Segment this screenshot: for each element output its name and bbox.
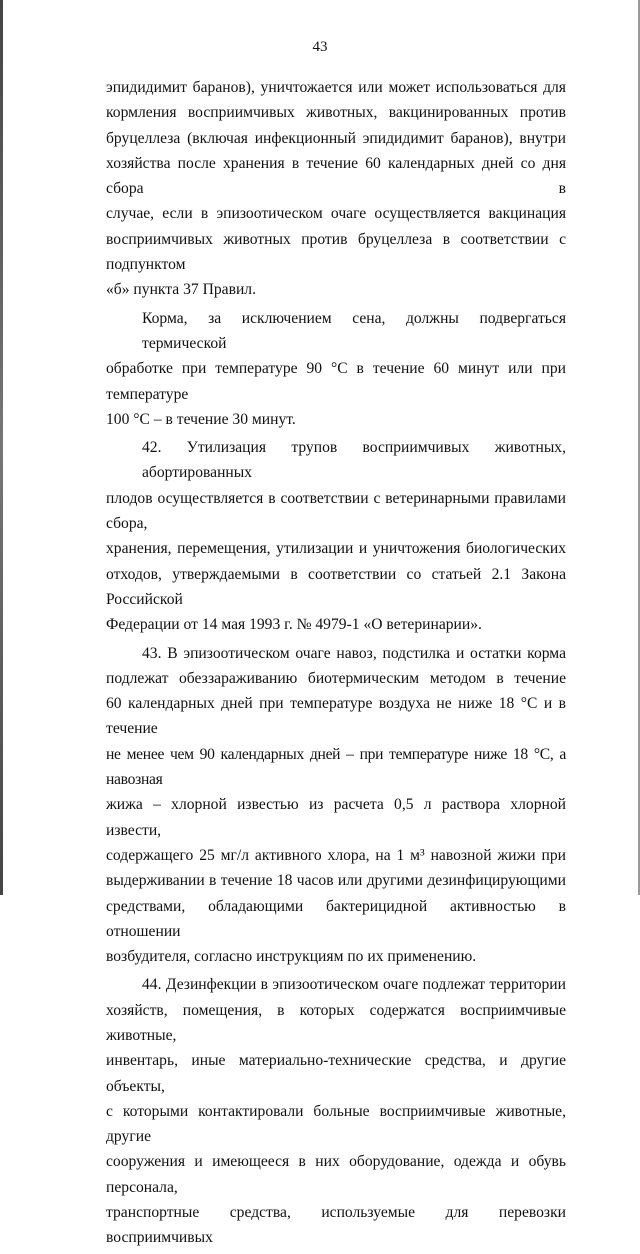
scan-edge-left [0, 0, 3, 895]
text-line: жижа – хлорной известью из расчета 0,5 л раствора хлорной извести, [106, 796, 566, 839]
text-line: содержащего 25 мг/л активного хлора, на 1 м³ навозной жижи при [106, 846, 566, 864]
text-line: с которыми контактировали больные восприимчивые животные, другие [106, 1102, 566, 1146]
text-line: Федерации от 14 мая 1993 г. № 4979-1 «О ветеринарии». [106, 616, 482, 634]
document-body [106, 75, 566, 1254]
text-line: 60 календарных дней при температуре воздуха не ниже 18 °С и в течение [106, 695, 566, 738]
text-line: обработке при температуре 90 °С в течение 60 минут или при температуре [106, 360, 566, 403]
paragraph-item-43 [106, 641, 566, 970]
text-line: хозяйства после хранения в течение 60 календарных дней со дня сбора в [106, 154, 566, 198]
text-line: 100 °С – в течение 30 минут. [106, 410, 296, 428]
text-line: хозяйств, помещения, в которых содержатся восприимчивые животные, [106, 1001, 566, 1044]
paragraph-item-42 [106, 435, 566, 637]
paragraph-continuation [106, 75, 566, 303]
text-line: подлежат обеззараживанию биотермическим методом в течение [106, 669, 566, 687]
page-number: 43 [312, 39, 328, 55]
text-line: бруцеллеза (включая инфекционный эпидидимит баранов), внутри [106, 129, 566, 147]
text-line: Корма, за исключением сена, должны подвергаться термической [142, 309, 566, 352]
text-line: случае, если в эпизоотическом очаге осуществляется вакцинация [106, 205, 566, 223]
paragraph-item-44 [106, 972, 566, 1250]
text-line: 43. В эпизоотическом очаге навоз, подстилка и остатки корма [142, 644, 566, 662]
text-line: выдерживании в течение 18 часов или другими дезинфицирующими [106, 872, 566, 890]
text-line: плодов осуществляется в соответствии с ветеринарными правилами сбора, [106, 489, 566, 533]
text-line: отходов, утверждаемыми в соответствии со статьей 2.1 Закона Российской [106, 565, 566, 608]
text-line: кормления восприимчивых животных, вакцинированных против [106, 104, 566, 122]
text-line: эпидидимит баранов), уничтожается или может использоваться для [106, 79, 566, 96]
text-line: «б» пункта 37 Правил. [106, 281, 256, 299]
text-line: сооружения и имеющееся в них оборудование, одежда и обувь персонала, [106, 1153, 566, 1196]
text-line: 44. Дезинфекции в эпизоотическом очаге подлежат территории [142, 976, 566, 994]
text-line: инвентарь, иные материально-технические средства, и другие объекты, [106, 1052, 566, 1095]
paragraph-feed-treatment [106, 306, 566, 432]
text-line: возбудителя, согласно инструкциям по их применению. [106, 948, 477, 966]
text-line: транспортные средства, используемые для перевозки восприимчивых [106, 1204, 566, 1247]
text-line: хранения, перемещения, утилизации и уничтожения биологических [106, 540, 566, 558]
text-line: восприимчивых животных против бруцеллеза в соответствии с подпунктом [106, 230, 566, 274]
text-line: 42. Утилизация трупов восприимчивых животных, абортированных [142, 439, 566, 482]
text-line: средствами, обладающими бактерицидной активностью в отношении [106, 897, 566, 940]
text-line: не менее чем 90 календарных дней – при температуре ниже 18 °С, а навозная [106, 745, 566, 789]
